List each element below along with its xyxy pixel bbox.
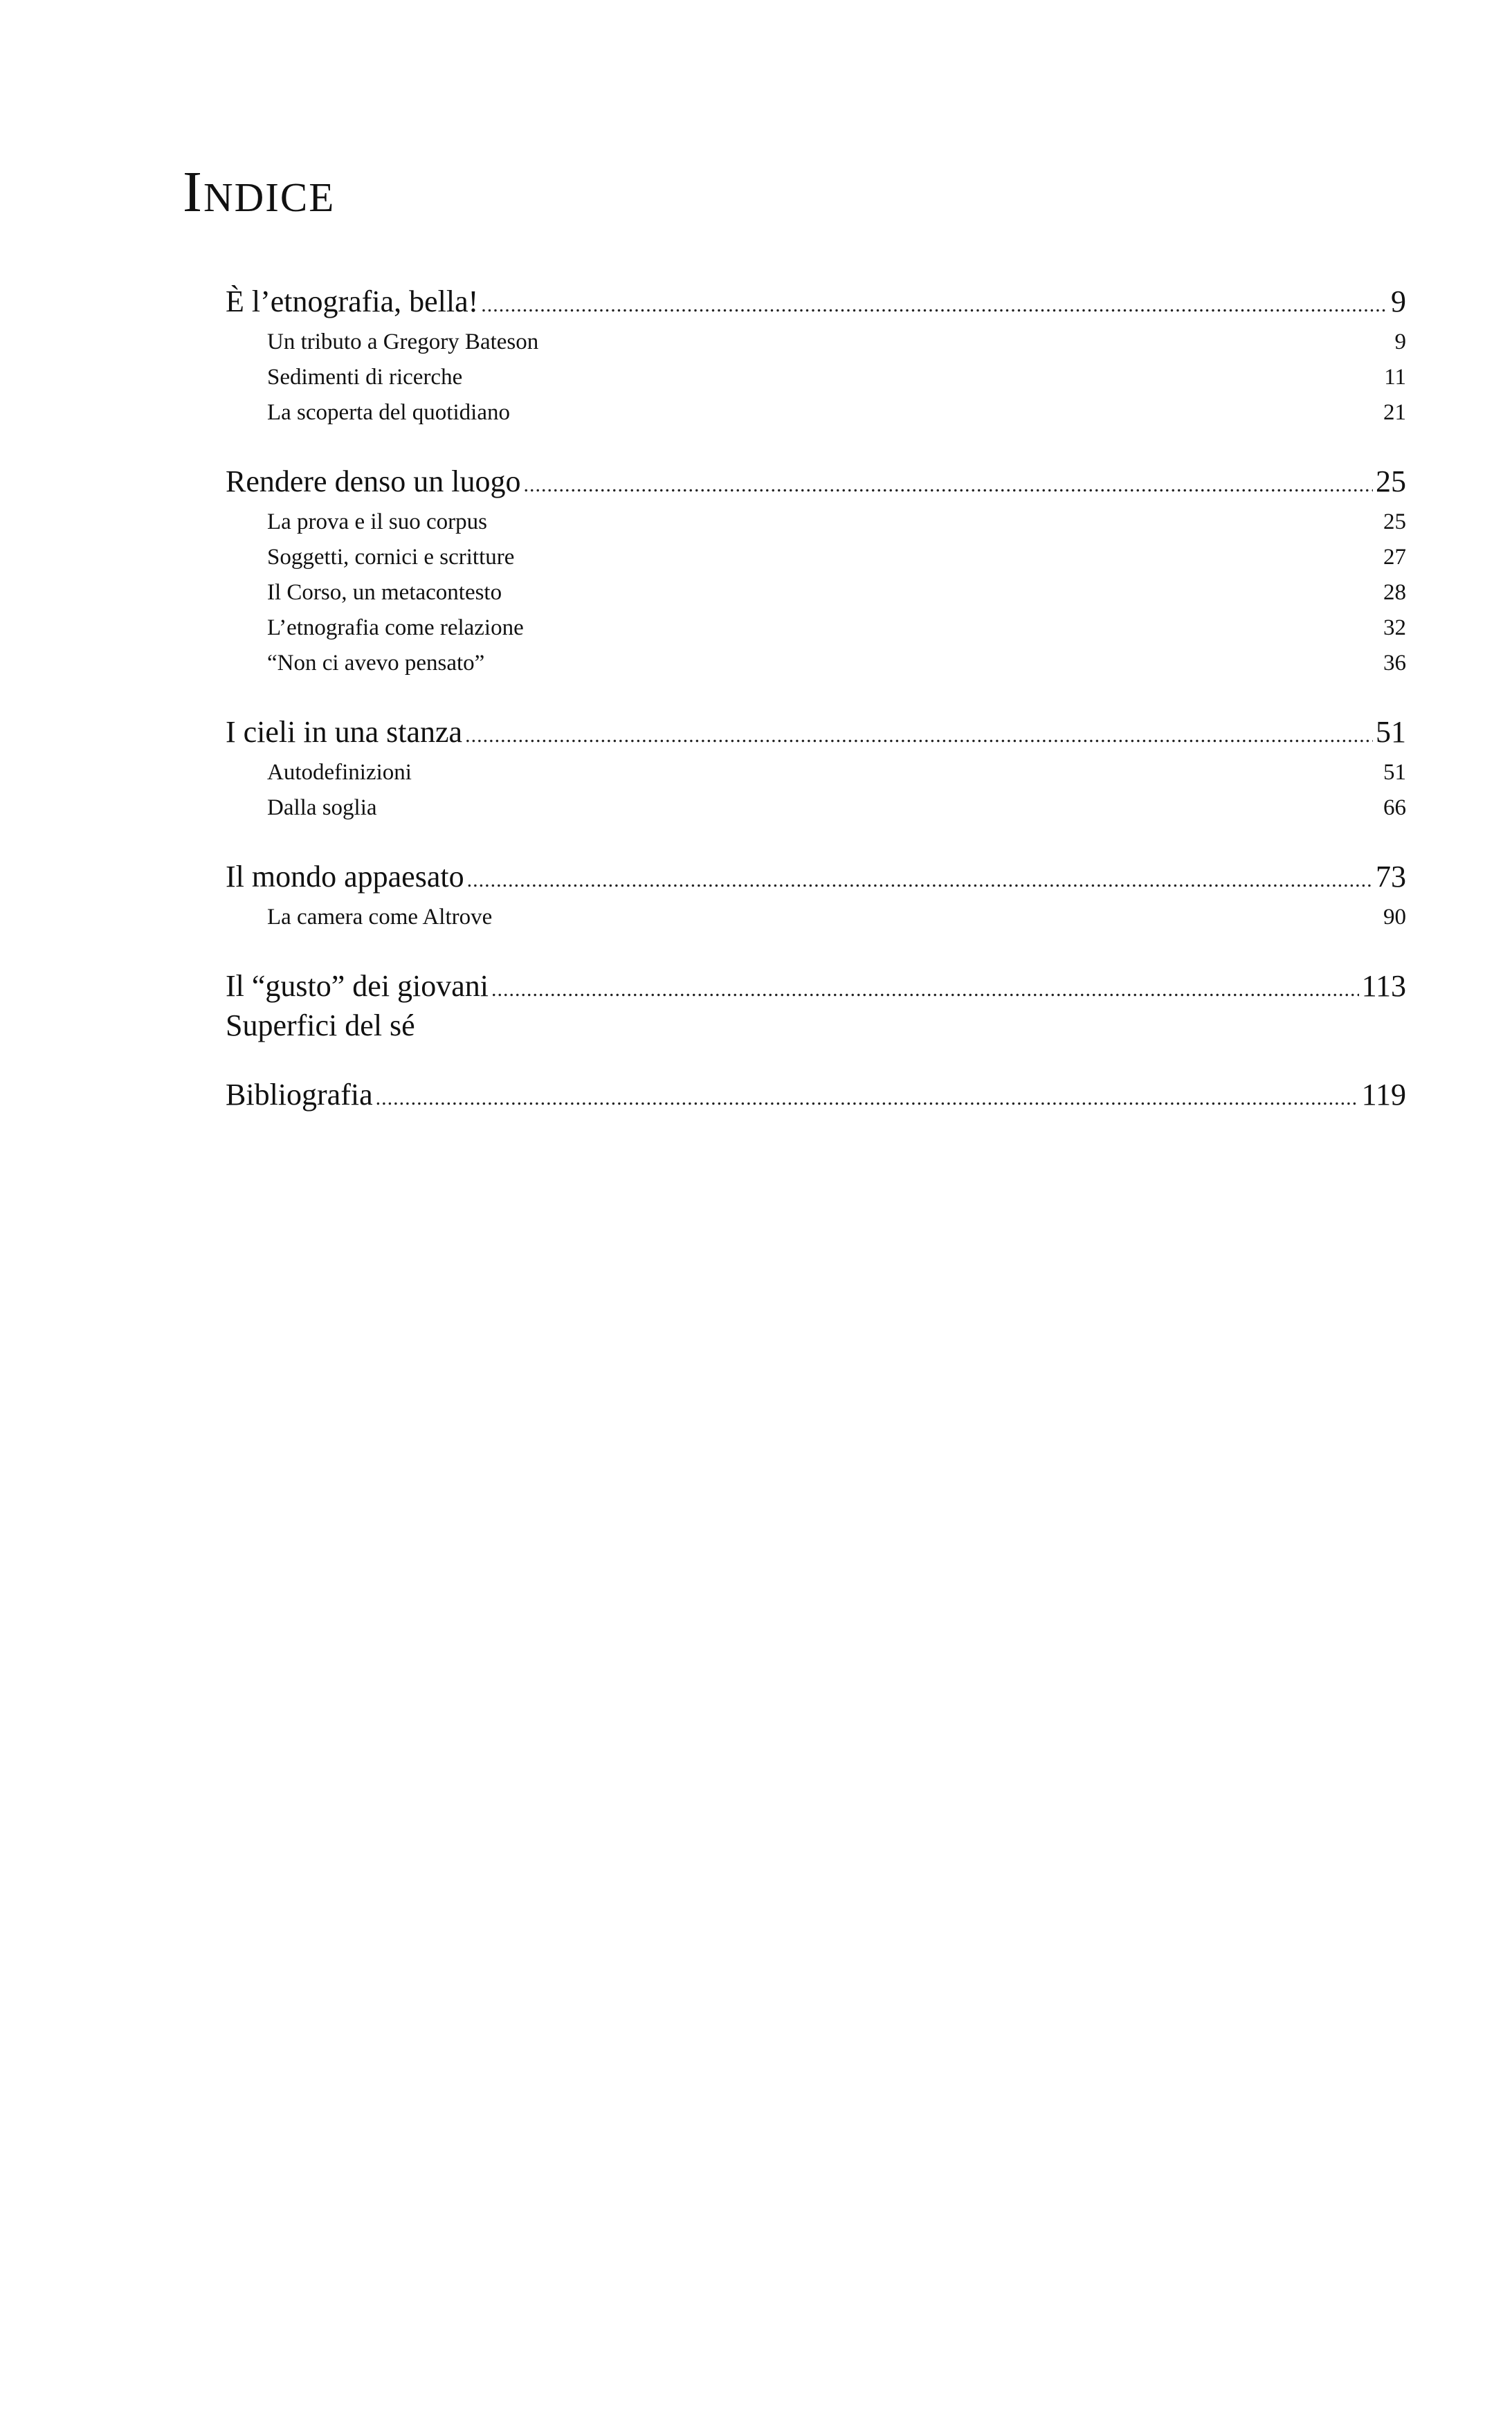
toc-section-entry[interactable] [226,505,1406,540]
section-title: La camera come Altrove [267,905,493,930]
toc-section-entry[interactable] [226,540,1406,575]
chapter-title: È l’etnografia, bella! [226,284,479,318]
dot-leader [491,972,1359,1008]
section-title: Soggetti, cornici e scritture [267,545,515,570]
section-title: Sedimenti di ricerche [267,365,463,390]
section-list [226,505,1406,681]
section-page-number: 25 [1383,509,1406,534]
toc-section-entry[interactable] [226,395,1406,431]
section-list [226,755,1406,826]
toc-section-entry[interactable] [226,646,1406,681]
section-page-number: 66 [1383,795,1406,820]
section-title: “Non ci avevo pensato” [267,651,485,676]
chapter-page-number: 9 [1391,284,1406,318]
toc-section-entry[interactable] [226,755,1406,790]
chapter-subtitle: Superfici del sé [226,1008,415,1042]
toc-chapter [226,968,1406,1044]
dot-leader [481,287,1388,323]
section-page-number: 36 [1383,651,1406,676]
toc-section-entry[interactable] [226,325,1406,360]
toc-chapter [226,464,1406,681]
chapter-page-number: 113 [1361,969,1406,1003]
dot-leader [467,862,1373,898]
section-page-number: 51 [1383,760,1406,785]
chapter-title: Bibliografia [226,1078,373,1112]
toc-chapter-entry[interactable] [226,859,1406,898]
toc-section-entry[interactable] [226,790,1406,826]
section-page-number: 21 [1383,400,1406,425]
toc-chapter-entry[interactable] [226,464,1406,503]
section-title: La scoperta del quotidiano [267,400,510,425]
dot-leader [523,467,1373,503]
toc-chapter [226,859,1406,935]
section-page-number: 27 [1383,545,1406,570]
table-of-contents [226,284,1406,1116]
chapter-title: I cieli in una stanza [226,715,463,749]
section-list [226,325,1406,431]
chapter-page-number: 119 [1361,1078,1406,1112]
section-page-number: 11 [1384,365,1406,390]
section-title: Il Corso, un metacontesto [267,580,502,605]
section-title: La prova e il suo corpus [267,509,487,534]
section-title: Autodefinizioni [267,760,412,785]
chapter-title: Rendere denso un luogo [226,464,521,498]
toc-section-entry[interactable] [226,575,1406,610]
section-list [226,900,1406,935]
section-page-number: 28 [1383,580,1406,605]
section-title: L’etnografia come relazione [267,615,524,640]
section-page-number: 90 [1383,905,1406,930]
toc-chapter-entry[interactable] [226,284,1406,323]
toc-chapter [226,714,1406,826]
toc-chapter [226,284,1406,431]
toc-chapter [226,1077,1406,1116]
chapter-page-number: 25 [1376,464,1406,498]
page-title: Indice [183,160,336,224]
section-title: Un tributo a Gregory Bateson [267,329,539,354]
section-page-number: 9 [1394,329,1406,354]
toc-chapter-entry[interactable] [226,968,1406,1008]
chapter-title: Il “gusto” dei giovani [226,969,489,1003]
toc-section-entry[interactable] [226,360,1406,395]
dot-leader [376,1080,1359,1116]
toc-section-entry[interactable] [226,610,1406,646]
toc-section-entry[interactable] [226,900,1406,935]
chapter-page-number: 73 [1376,860,1406,894]
section-title: Dalla soglia [267,795,377,820]
chapter-page-number: 51 [1376,715,1406,749]
section-page-number: 32 [1383,615,1406,640]
chapter-title: Il mondo appaesato [226,860,464,894]
toc-chapter-entry[interactable] [226,714,1406,754]
dot-leader [465,718,1373,754]
toc-chapter-entry[interactable] [226,1077,1406,1116]
